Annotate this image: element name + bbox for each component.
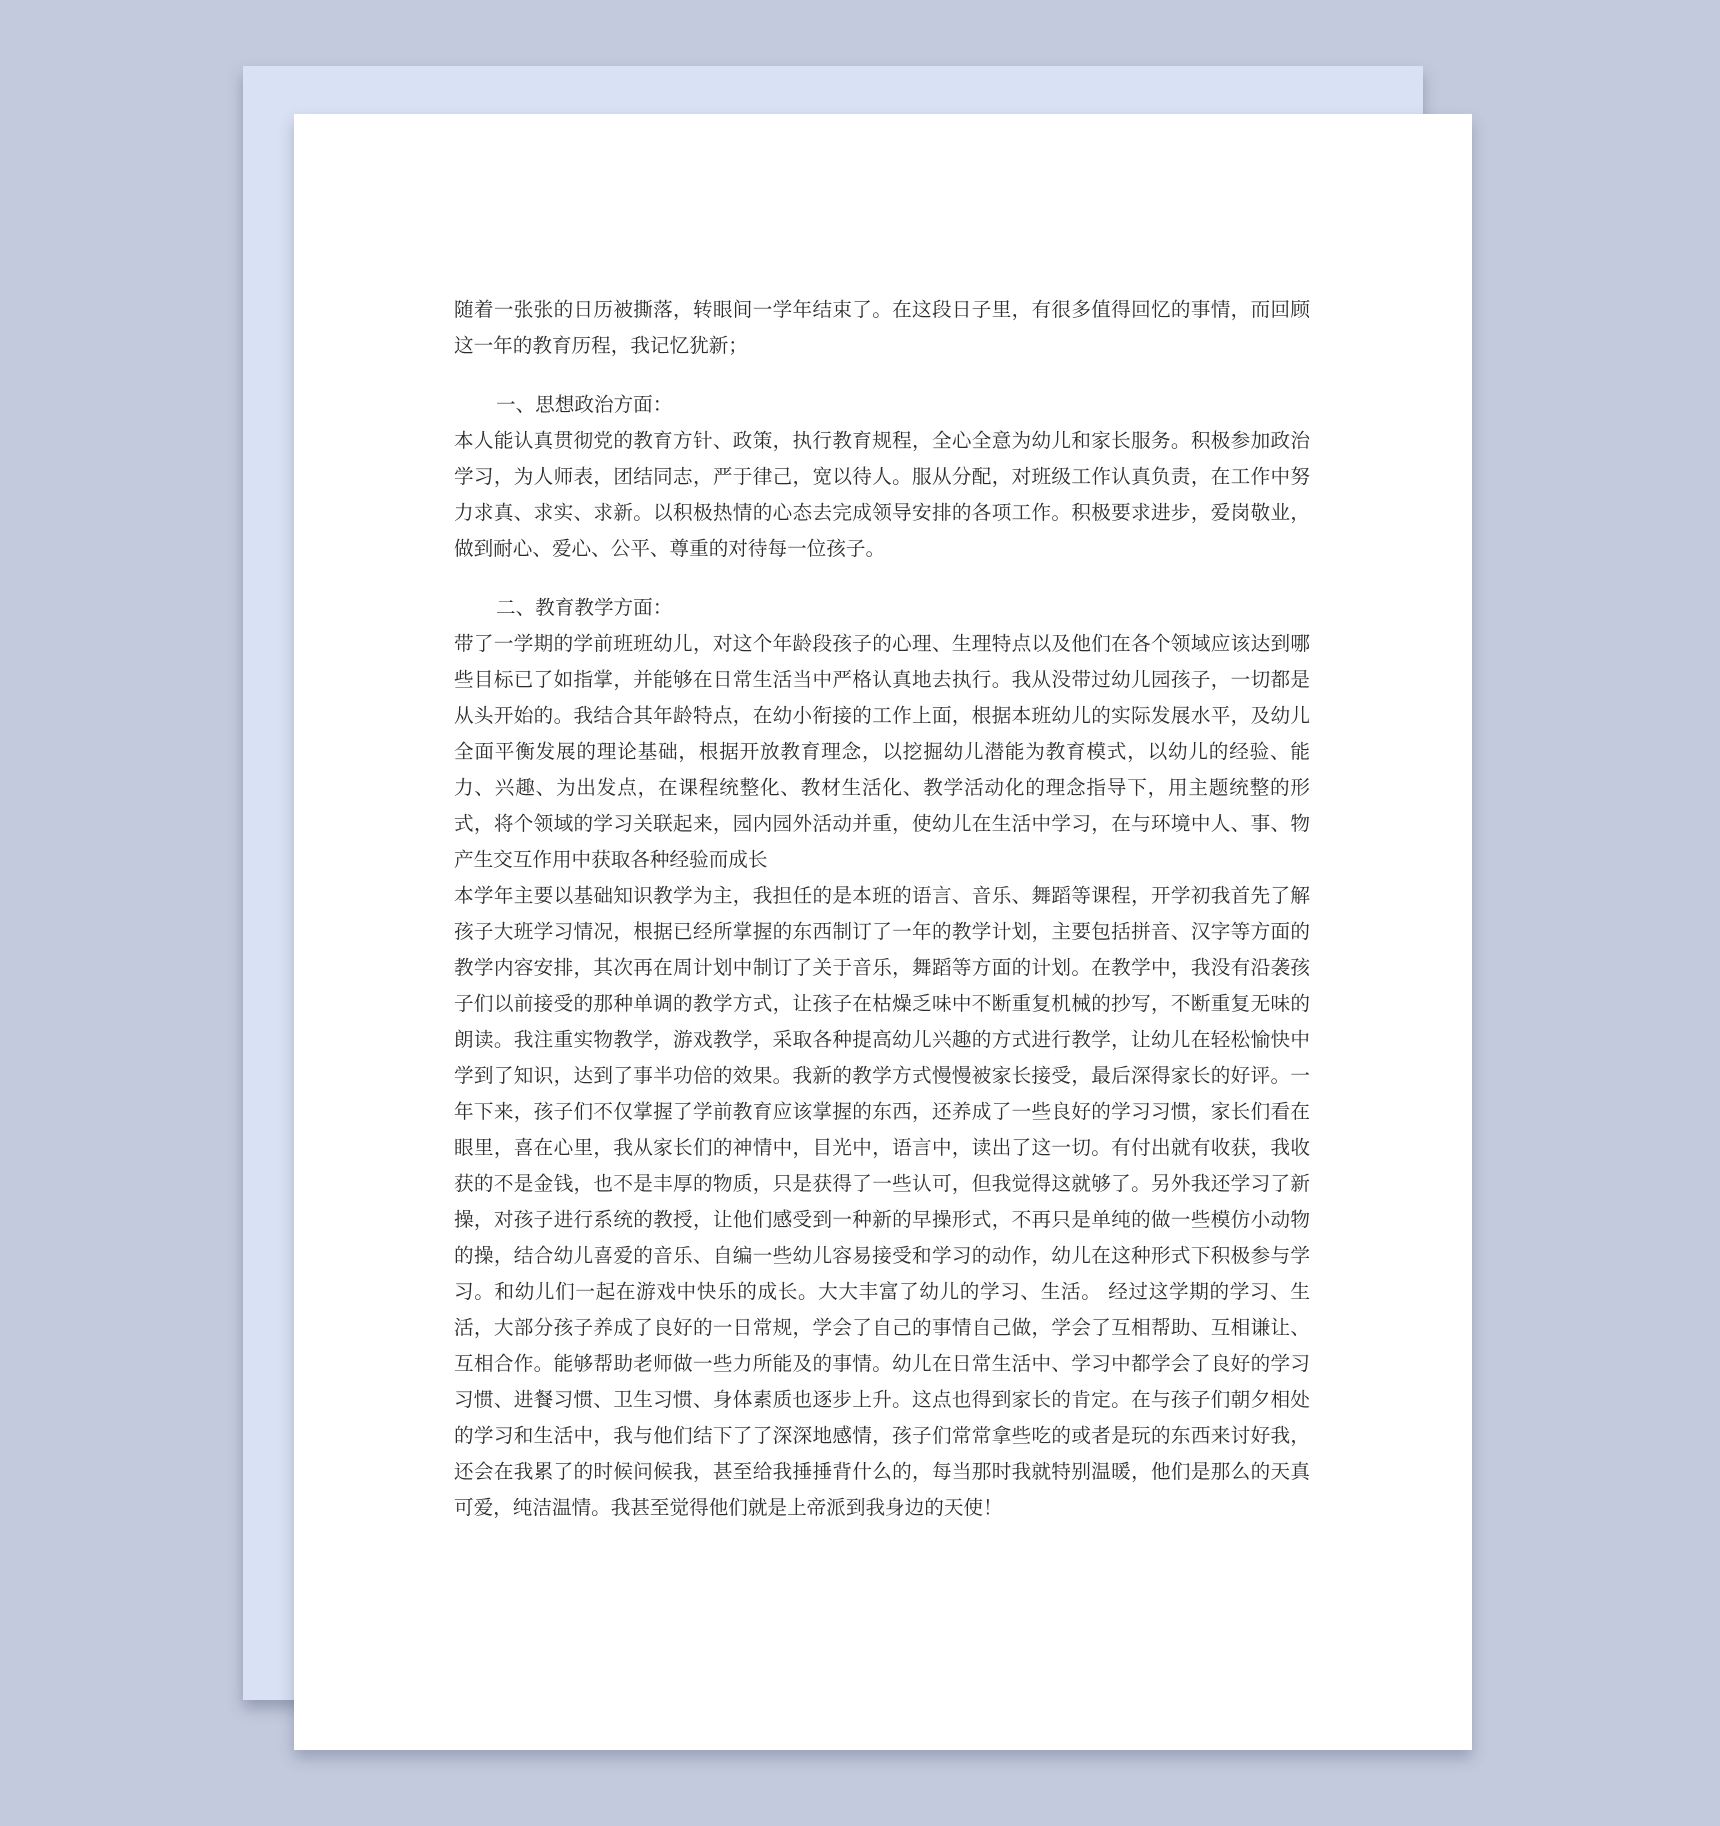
section-heading-politics: 一、思想政治方面：	[496, 393, 673, 416]
section-body-teaching-2: 本学年主要以基础知识教学为主，我担任的是本班的语言、音乐、舞蹈等课程，开学初我首先了解孩子大班学习情况，根据已经所掌握的东西制订了一年的教学计划，主要包括拼音、汉字等方面的教学内容安排，其次再在周计划中制订了关于音乐，舞蹈等方面的计划。在教学中，我没有沿袭孩子们以前接受的那种单调的教学方式，让孩子在枯燥乏味中不断重复机械的抄写，不断重复无味的朗读。我注重实物教学，游戏教学，采取各种提高幼儿兴趣的方式进行教学，让幼儿在轻松愉快中学到了知识，达到了事半功倍的效果。我新的教学方式慢慢被家长接受，最后深得家长的好评。一年下来，孩子们不仅掌握了学前教育应该掌握的东西，还养成了一些良好的学习习惯，家长们看在眼里，喜在心里，我从家长们的神情中，目光中，语言中，读出了这一切。有付出就有收获，我收获的不是金钱，也不是丰厚的物质，只是获得了一些认可，但我觉得这就够了。另外我还学习了新操，对孩子进行系统的教授，让他们感受到一种新的早操形式，不再只是单纯的做一些模仿小动物的操，结合幼儿喜爱的音乐、自编一些幼儿容易接受和学习的动作，幼儿在这种形式下积极参与学习。和幼儿们一起在游戏中快乐的成长。大大丰富了幼儿的学习、生活。 经过这学期的学习、生活，大部分孩子养成了良好的一日常规，学会了自己的事情自己做，学会了互相帮助、互相谦让、互相合作。能够帮助老师做一些力所能及的事情。幼儿在日常生活中、学习中都学会了良好的学习习惯、进餐习惯、卫生习惯、身体素质也逐步上升。这点也得到家长的肯定。在与孩子们朝夕相处的学习和生活中，我与他们结下了了深深地感情，孩子们常常拿些吃的或者是玩的东西来讨好我，还会在我累了的时候问候我，甚至给我捶捶背什么的，每当那时我就特别温暖，他们是那么的天真可爱，纯洁温情。我甚至觉得他们就是上帝派到我身边的天使！	[454, 884, 1310, 1519]
section-body-teaching-1: 带了一学期的学前班班幼儿，对这个年龄段孩子的心理、生理特点以及他们在各个领域应该达到哪些目标已了如指掌，并能够在日常生活当中严格认真地去执行。我从没带过幼儿园孩子，一切都是从头开始的。我结合其年龄特点，在幼小衔接的工作上面，根据本班幼儿的实际发展水平，及幼儿全面平衡发展的理论基础，根据开放教育理念，以挖掘幼儿潜能为教育模式，以幼儿的经验、能力、兴趣、为出发点，在课程统整化、教材生活化、教学活动化的理念指导下，用主题统整的形式，将个领域的学习关联起来，园内园外活动并重，使幼儿在生活中学习，在与环境中人、事、物产生交互作用中获取各种经验而成长	[454, 632, 1310, 871]
section-heading-teaching: 二、教育教学方面：	[496, 596, 673, 619]
document-body	[454, 292, 1310, 1526]
intro-paragraph: 随着一张张的日历被撕落，转眼间一学年结束了。在这段日子里，有很多值得回忆的事情，而回顾这一年的教育历程，我记忆犹新；	[454, 298, 1310, 357]
section-body-politics: 本人能认真贯彻党的教育方针、政策，执行教育规程，全心全意为幼儿和家长服务。积极参加政治学习，为人师表，团结同志，严于律己，宽以待人。服从分配，对班级工作认真负责，在工作中努力求真、求实、求新。以积极热情的心态去完成领导安排的各项工作。积极要求进步，爱岗敬业，做到耐心、爱心、公平、尊重的对待每一位孩子。	[454, 429, 1310, 560]
